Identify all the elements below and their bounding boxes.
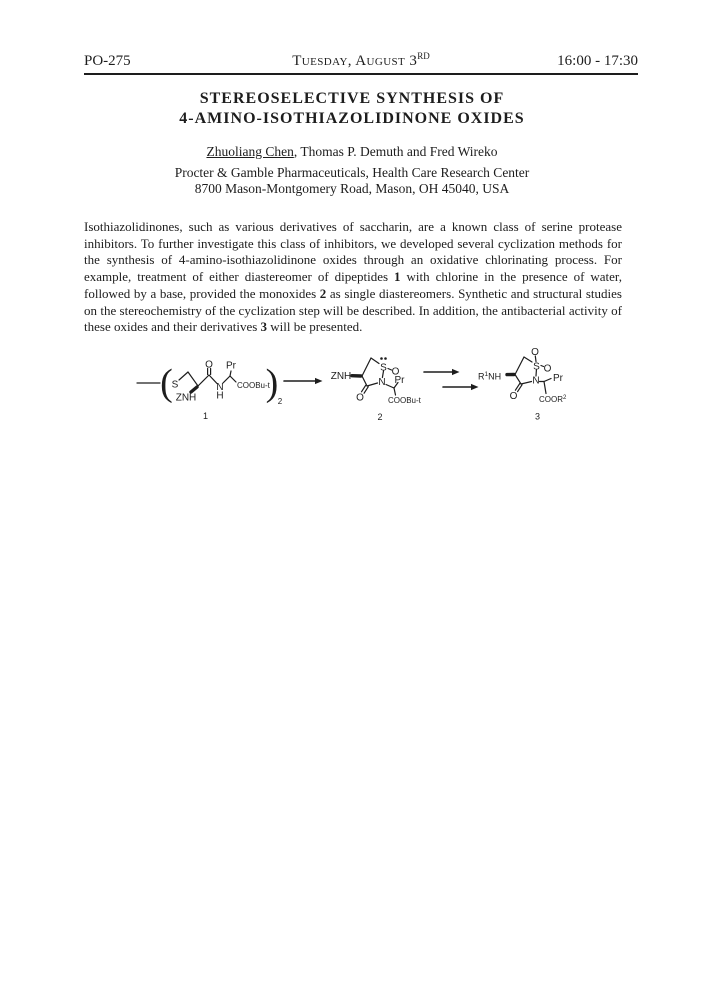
sulfone-oxygen-right-label: O (543, 363, 552, 375)
session-day-ordinal: RD (417, 51, 430, 61)
authors-line (0, 144, 704, 160)
compound-1-open-paren: ( (160, 362, 173, 404)
compound-number-2: 2 (319, 285, 327, 301)
compound-number-3: 3 (260, 319, 268, 335)
r1nh-group-label: $R^1NH$ (478, 371, 502, 382)
propyl-group-label: Pr (553, 373, 563, 384)
dimer-subscript: 2 (277, 397, 283, 406)
ester-group-label: COOBu-t (237, 381, 270, 390)
compound-1-close-paren: ) (265, 362, 279, 404)
sulfur-atom-label: S (171, 379, 179, 391)
reaction-arrow-icon (443, 384, 479, 390)
sulfur-lone-pair-dot (384, 357, 387, 360)
znh-group-label: ZNH (175, 392, 197, 404)
reaction-arrow-icon (284, 378, 323, 384)
compound-2-structure (331, 357, 422, 422)
coauthors: , Thomas P. Demuth and Fred Wireko (293, 144, 498, 159)
address-line: 8700 Mason-Montgomery Road, Mason, OH 45040, USA (194, 181, 510, 196)
carbonyl-oxygen-label: O (509, 391, 518, 402)
abstract-part-3: as single diastereomers. Synthetic and structural studies on the stereochemistry of the cyclization step will be described. In addition, the antibacterial activity of these oxides and their derivatives (84, 285, 622, 335)
abstract-title (0, 89, 704, 129)
affiliation-line: Procter & Gamble Pharmaceuticals, Health Care Research Center (174, 165, 530, 180)
propyl-group-label: Pr (226, 360, 236, 372)
header-rule (84, 73, 638, 75)
compound-label-2: 2 (377, 412, 383, 422)
compound-3-bonds (507, 356, 551, 394)
sulfoxide-oxygen-label: O (391, 366, 400, 378)
compound-number-1: 1 (394, 269, 401, 285)
compound-1-structure (137, 360, 283, 422)
presenting-author: Zhuoliang Chen (206, 144, 294, 159)
session-day (223, 51, 500, 70)
ring-sulfur-label: S (380, 362, 387, 374)
ring-sulfur-label: S (533, 361, 540, 373)
znh-group-label: ZNH (330, 371, 352, 382)
ester-group-label: COOR$^2$ (539, 395, 567, 404)
sulfur-lone-pair-dot (380, 357, 383, 360)
ring-nitrogen-label: N (532, 375, 540, 387)
carbonyl-oxygen-label: O (205, 359, 213, 371)
session-time: 16:00 - 17:30 (557, 53, 638, 69)
carbonyl-oxygen-label: O (356, 392, 364, 404)
compound-3-structure (478, 347, 567, 422)
ring-nitrogen-label: N (378, 377, 386, 388)
propyl-group-label: Pr (394, 375, 405, 386)
session-code: PO-275 (84, 53, 131, 69)
sulfone-oxygen-top-label: O (531, 347, 539, 358)
amide-hydrogen-label: H (216, 390, 224, 402)
reaction-arrow-icon (424, 369, 460, 375)
compound-label-1: 1 (202, 411, 209, 421)
reaction-scheme-svg (130, 345, 600, 440)
amide-nitrogen-label: N (216, 382, 224, 393)
session-day-text: Tuesday, August 3 (292, 53, 418, 69)
compound-label-3: 3 (534, 411, 541, 422)
page-header (84, 51, 638, 70)
abstract-part-1: Isothiazolidinones, such as various derivatives of saccharin, are a known class of serine protease inhibitors. To further investigate this class of inhibitors, we developed several cyclization methods for the synthesis of 4-amino-isothiazolidinone oxides through an oxidative chlorinating process. For example, treatment of either diastereomer of dipeptides (84, 219, 622, 285)
title-line-1: STEREOSELECTIVE SYNTHESIS OF (199, 90, 505, 107)
reaction-scheme (130, 345, 600, 440)
title-line-2: 4-AMINO-ISOTHIAZOLIDINONE OXIDES (179, 110, 525, 127)
ester-group-label: COOBu-t (388, 396, 421, 405)
abstract-text (84, 219, 622, 336)
abstract-part-4: will be presented. (267, 319, 363, 335)
abstract-part-2: with chlorine in the presence of water, followed by a base, provided the monoxides (84, 269, 622, 301)
